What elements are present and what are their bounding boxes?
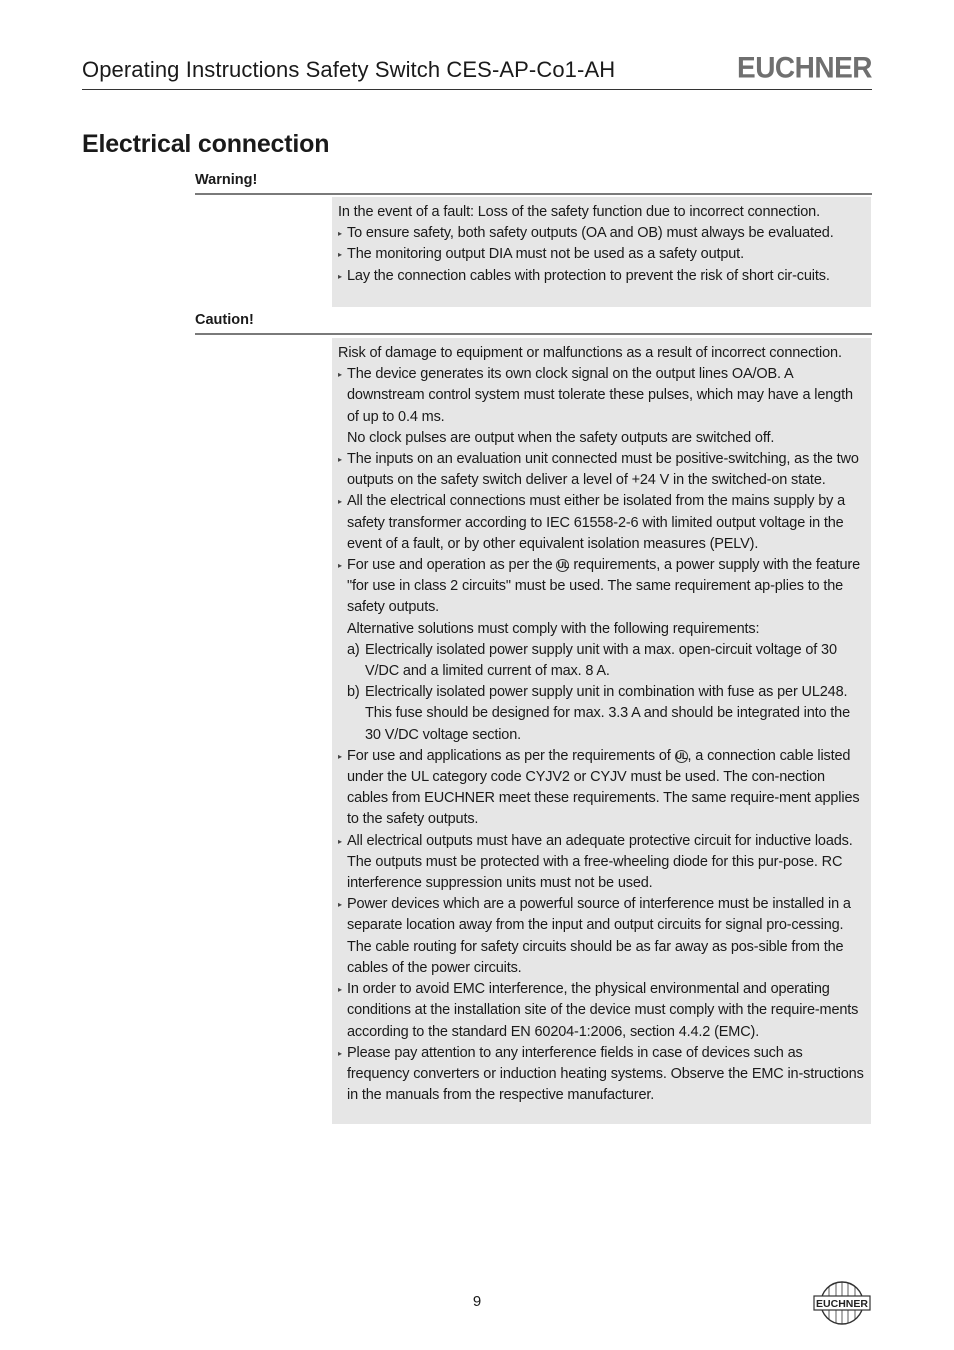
- triangle-right-icon: ▸: [338, 900, 342, 910]
- triangle-right-icon: ▸: [338, 455, 342, 465]
- triangle-right-icon: ▸: [338, 271, 342, 281]
- ul-listed-mark-icon: UL: [675, 750, 688, 761]
- requirements-sublist: [347, 640, 865, 746]
- triangle-right-icon: ▸: [338, 370, 342, 380]
- list-item: ▸ For use and applications as per the requirements of UL, a connection cable listed under the UL category code CYJV2 or CYJV must be used. The con-nection cables from EUCHNER meet these requirements. The same require-ment applies to the safety outputs.: [338, 747, 860, 828]
- page-header: [82, 52, 872, 90]
- caution-intro: Risk of damage to equipment or malfunctions as a result of incorrect connection.: [338, 345, 842, 361]
- list-item: ▸ Lay the connection cables with protection to prevent the risk of short cir-cuits.: [338, 266, 865, 287]
- list-item: ▸ All the electrical connections must either be isolated from the mains supply by a safety transformer according to IEC 61558-2-6 with limited output voltage in the event of a fault, or by other equivalent isolation measures (PELV).: [338, 493, 846, 552]
- warning-list: [338, 223, 865, 287]
- document-title: Operating Instructions Safety Switch CES-AP-Co1-AH: [82, 57, 616, 82]
- caution-box: [332, 338, 871, 1124]
- list-item: ▸ Power devices which are a powerful source of interference must be installed in a separate location away from the input and output circuits for signal pro-cessing. The cable routing for safety circuits should be as far away as pos-sible from the cables of the power circuits.: [338, 896, 851, 976]
- triangle-right-icon: ▸: [338, 229, 342, 239]
- list-item: ▸ All electrical outputs must have an adequate protective circuit for inductive loads. The outputs must be protected with a free-wheeling diode for this pur-pose. RC interference suppression units must not be used.: [338, 832, 853, 892]
- list-item: ▸ The inputs on an evaluation unit connected must be positive-switching, as the two outputs on the safety switch deliver a level of +24 V in the switched-on state.: [338, 451, 859, 489]
- list-item: ▸ The monitoring output DIA must not be used as a safety output.: [338, 244, 865, 265]
- svg-text:EUCHNER: EUCHNER: [816, 1298, 868, 1310]
- caution-label: Caution!: [195, 312, 254, 328]
- sublist-item: b) Electrically isolated power supply unit in combination with fuse as per UL248. This fuse should be designed for max. 3.3 A and should be integrated into the 30 V/DC voltage section.: [347, 684, 851, 743]
- warning-intro: In the event of a fault: Loss of the safety function due to incorrect connection.: [338, 204, 820, 220]
- warning-rule: [195, 193, 872, 195]
- page-number: 9: [472, 1293, 482, 1310]
- section-title: Electrical connection: [82, 130, 330, 158]
- triangle-right-icon: ▸: [338, 836, 342, 846]
- list-item: ▸ Please pay attention to any interference fields in case of devices such as frequency converters or induction heating systems. Observe the EMC in-structions in the manuals from the respective manufacturer.: [338, 1044, 864, 1104]
- warning-box: [332, 197, 871, 307]
- triangle-right-icon: ▸: [338, 497, 342, 507]
- euchner-logo: EUCHNER: [737, 51, 872, 84]
- triangle-right-icon: ▸: [338, 751, 342, 761]
- caution-rule: [195, 333, 872, 335]
- sublist-item: a) Electrically isolated power supply unit with a max. open-circuit voltage of 30 V/DC and a limited current of max. 8 A.: [347, 641, 837, 680]
- list-item: ▸ In order to avoid EMC interference, the physical environmental and operating conditions at the installation site of the device must comply with the require-ments according to the standard EN 60204-1:2006, section 4.4.2 (EMC).: [338, 981, 859, 1040]
- list-item: ▸ To ensure safety, both safety outputs (OA and OB) must always be evaluated.: [338, 223, 865, 244]
- triangle-right-icon: ▸: [338, 1048, 342, 1058]
- triangle-right-icon: ▸: [338, 985, 342, 995]
- caution-list: [338, 364, 865, 1106]
- warning-label: Warning!: [195, 172, 258, 188]
- list-item: ▸ The device generates its own clock signal on the output lines OA/OB. A downstream control system must tolerate these pulses, which may have a length of up to 0.4 ms. No clock pulses are output when the safety outputs are switched off.: [338, 366, 853, 446]
- euchner-seal-logo: [813, 1280, 871, 1326]
- list-item: ▸ For use and operation as per the UL requirements, a power supply with the feature "for use in class 2 circuits" must be used. The same requirement ap-plies to the safety outputs. Alternative solutions must comply with the following requirements: a) Electrically isolated power supply unit with a max. open-circuit voltage of 30 V/DC and a limited current of max. 8 A. b) Electrically isolated power supply unit in combination with fuse as per UL248. This fuse should be designed for max. 3.3 A and should be integrated into the 30 V/DC voltage section.: [338, 555, 865, 746]
- triangle-right-icon: ▸: [338, 250, 342, 260]
- triangle-right-icon: ▸: [338, 561, 342, 571]
- ul-listed-mark-icon: UL: [557, 560, 570, 571]
